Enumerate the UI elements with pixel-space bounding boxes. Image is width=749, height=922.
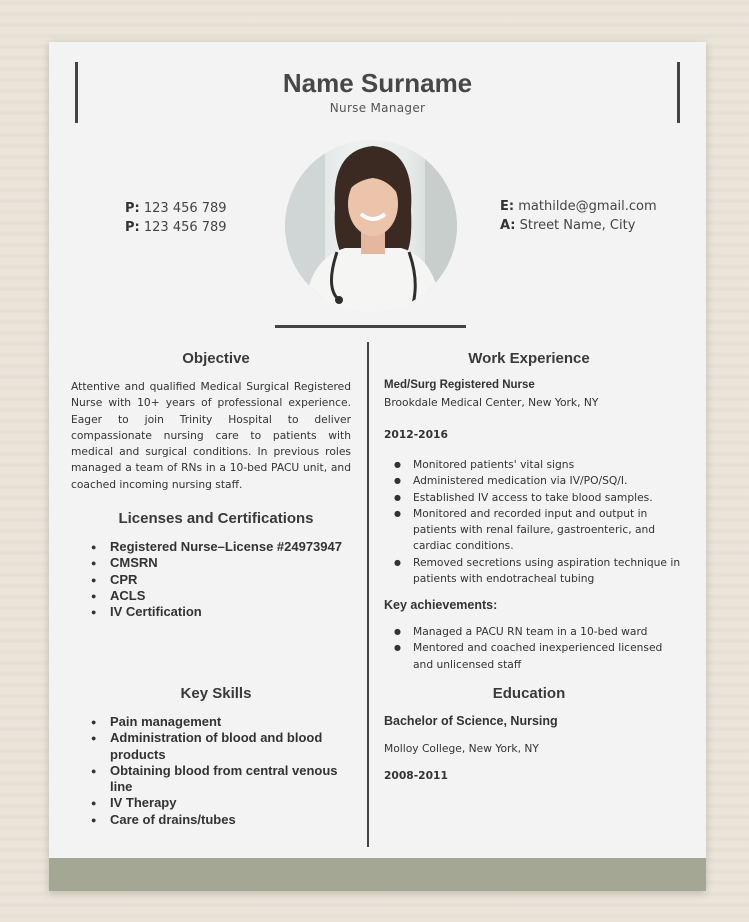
- phone-label: P:: [125, 201, 140, 216]
- list-item: ● Removed secretions using aspiration technique in patients with endotracheal tubing: [413, 555, 681, 588]
- column-divider: [367, 342, 369, 847]
- skills-heading: Key Skills: [180, 685, 252, 702]
- objective-text: Attentive and qualified Medical Surgical Registered Nurse with 10+ years of professional experience. Eager to join Trinity Hospital to deliver compassionate nursing care to patients with medical and surgical conditions. In previous roles managed a team of RNs in a 10-bed PACU unit, and coached incoming nursing staff.: [71, 380, 351, 491]
- contact-phones: [125, 199, 227, 237]
- phone-line-2: [125, 218, 227, 237]
- licenses-heading: Licenses and Certifications: [118, 510, 314, 527]
- list-item: ● Obtaining blood from central venous line: [110, 763, 360, 796]
- address-label: A:: [500, 218, 516, 233]
- list-item: ● Administration of blood and blood products: [110, 730, 360, 763]
- email-line: [500, 197, 657, 216]
- candidate-title: Nurse Manager: [329, 101, 426, 115]
- job-dates: 2012-2016: [384, 428, 448, 441]
- experience-heading: Work Experience: [468, 350, 590, 367]
- address-line: [500, 216, 657, 235]
- objective-heading: Objective: [182, 350, 250, 367]
- phone-line-1: [125, 199, 227, 218]
- education-dates: 2008-2011: [384, 769, 448, 782]
- list-item: ● Established IV access to take blood samples.: [413, 490, 681, 506]
- list-item: ● Registered Nurse–License #24973947: [110, 539, 350, 555]
- achievements-list: [384, 624, 681, 673]
- list-item: ● Managed a PACU RN team in a 10-bed ward: [413, 624, 681, 640]
- list-item: ● IV Certification: [110, 604, 350, 620]
- skills-list: [91, 714, 360, 828]
- list-item: ● CPR: [110, 572, 350, 588]
- employer: Brookdale Medical Center, New York, NY: [384, 396, 599, 409]
- list-item: ● IV Therapy: [110, 795, 360, 811]
- phone-value: 123 456 789: [143, 201, 227, 216]
- achievements-heading: Key achievements:: [384, 598, 498, 612]
- list-item: ● Administered medication via IV/PO/SQ/I.: [413, 473, 681, 489]
- footer-bar: [49, 858, 706, 891]
- licenses-list: [91, 539, 350, 620]
- school: Molloy College, New York, NY: [384, 742, 539, 755]
- nurse-portrait-icon: [285, 140, 457, 312]
- address-value: Street Name, City: [519, 218, 636, 233]
- degree: Bachelor of Science, Nursing: [384, 714, 558, 728]
- list-item: ● ACLS: [110, 588, 350, 604]
- email-label: E:: [500, 199, 515, 214]
- contact-email-address: [500, 197, 657, 235]
- job-title: Med/Surg Registered Nurse: [384, 379, 535, 391]
- list-item: ● Mentored and coached inexperienced licensed and unlicensed staff: [413, 640, 681, 673]
- education-heading: Education: [492, 685, 566, 702]
- list-item: ● Monitored and recorded input and output in patients with renal failure, gastroenteric, and cardiac conditions.: [413, 506, 681, 555]
- resume-page: [49, 42, 706, 891]
- header-divider: [275, 325, 466, 328]
- phone-value: 123 456 789: [143, 220, 227, 235]
- list-item: ● Monitored patients' vital signs: [413, 457, 681, 473]
- list-item: ● Pain management: [110, 714, 360, 730]
- email-value: mathilde@gmail.com: [518, 199, 657, 214]
- duties-list: [384, 457, 681, 587]
- phone-label: P:: [125, 220, 140, 235]
- candidate-name: Name Surname: [282, 68, 473, 98]
- list-item: ● Care of drains/tubes: [110, 812, 360, 828]
- profile-photo: [285, 140, 457, 312]
- list-item: ● CMSRN: [110, 555, 350, 571]
